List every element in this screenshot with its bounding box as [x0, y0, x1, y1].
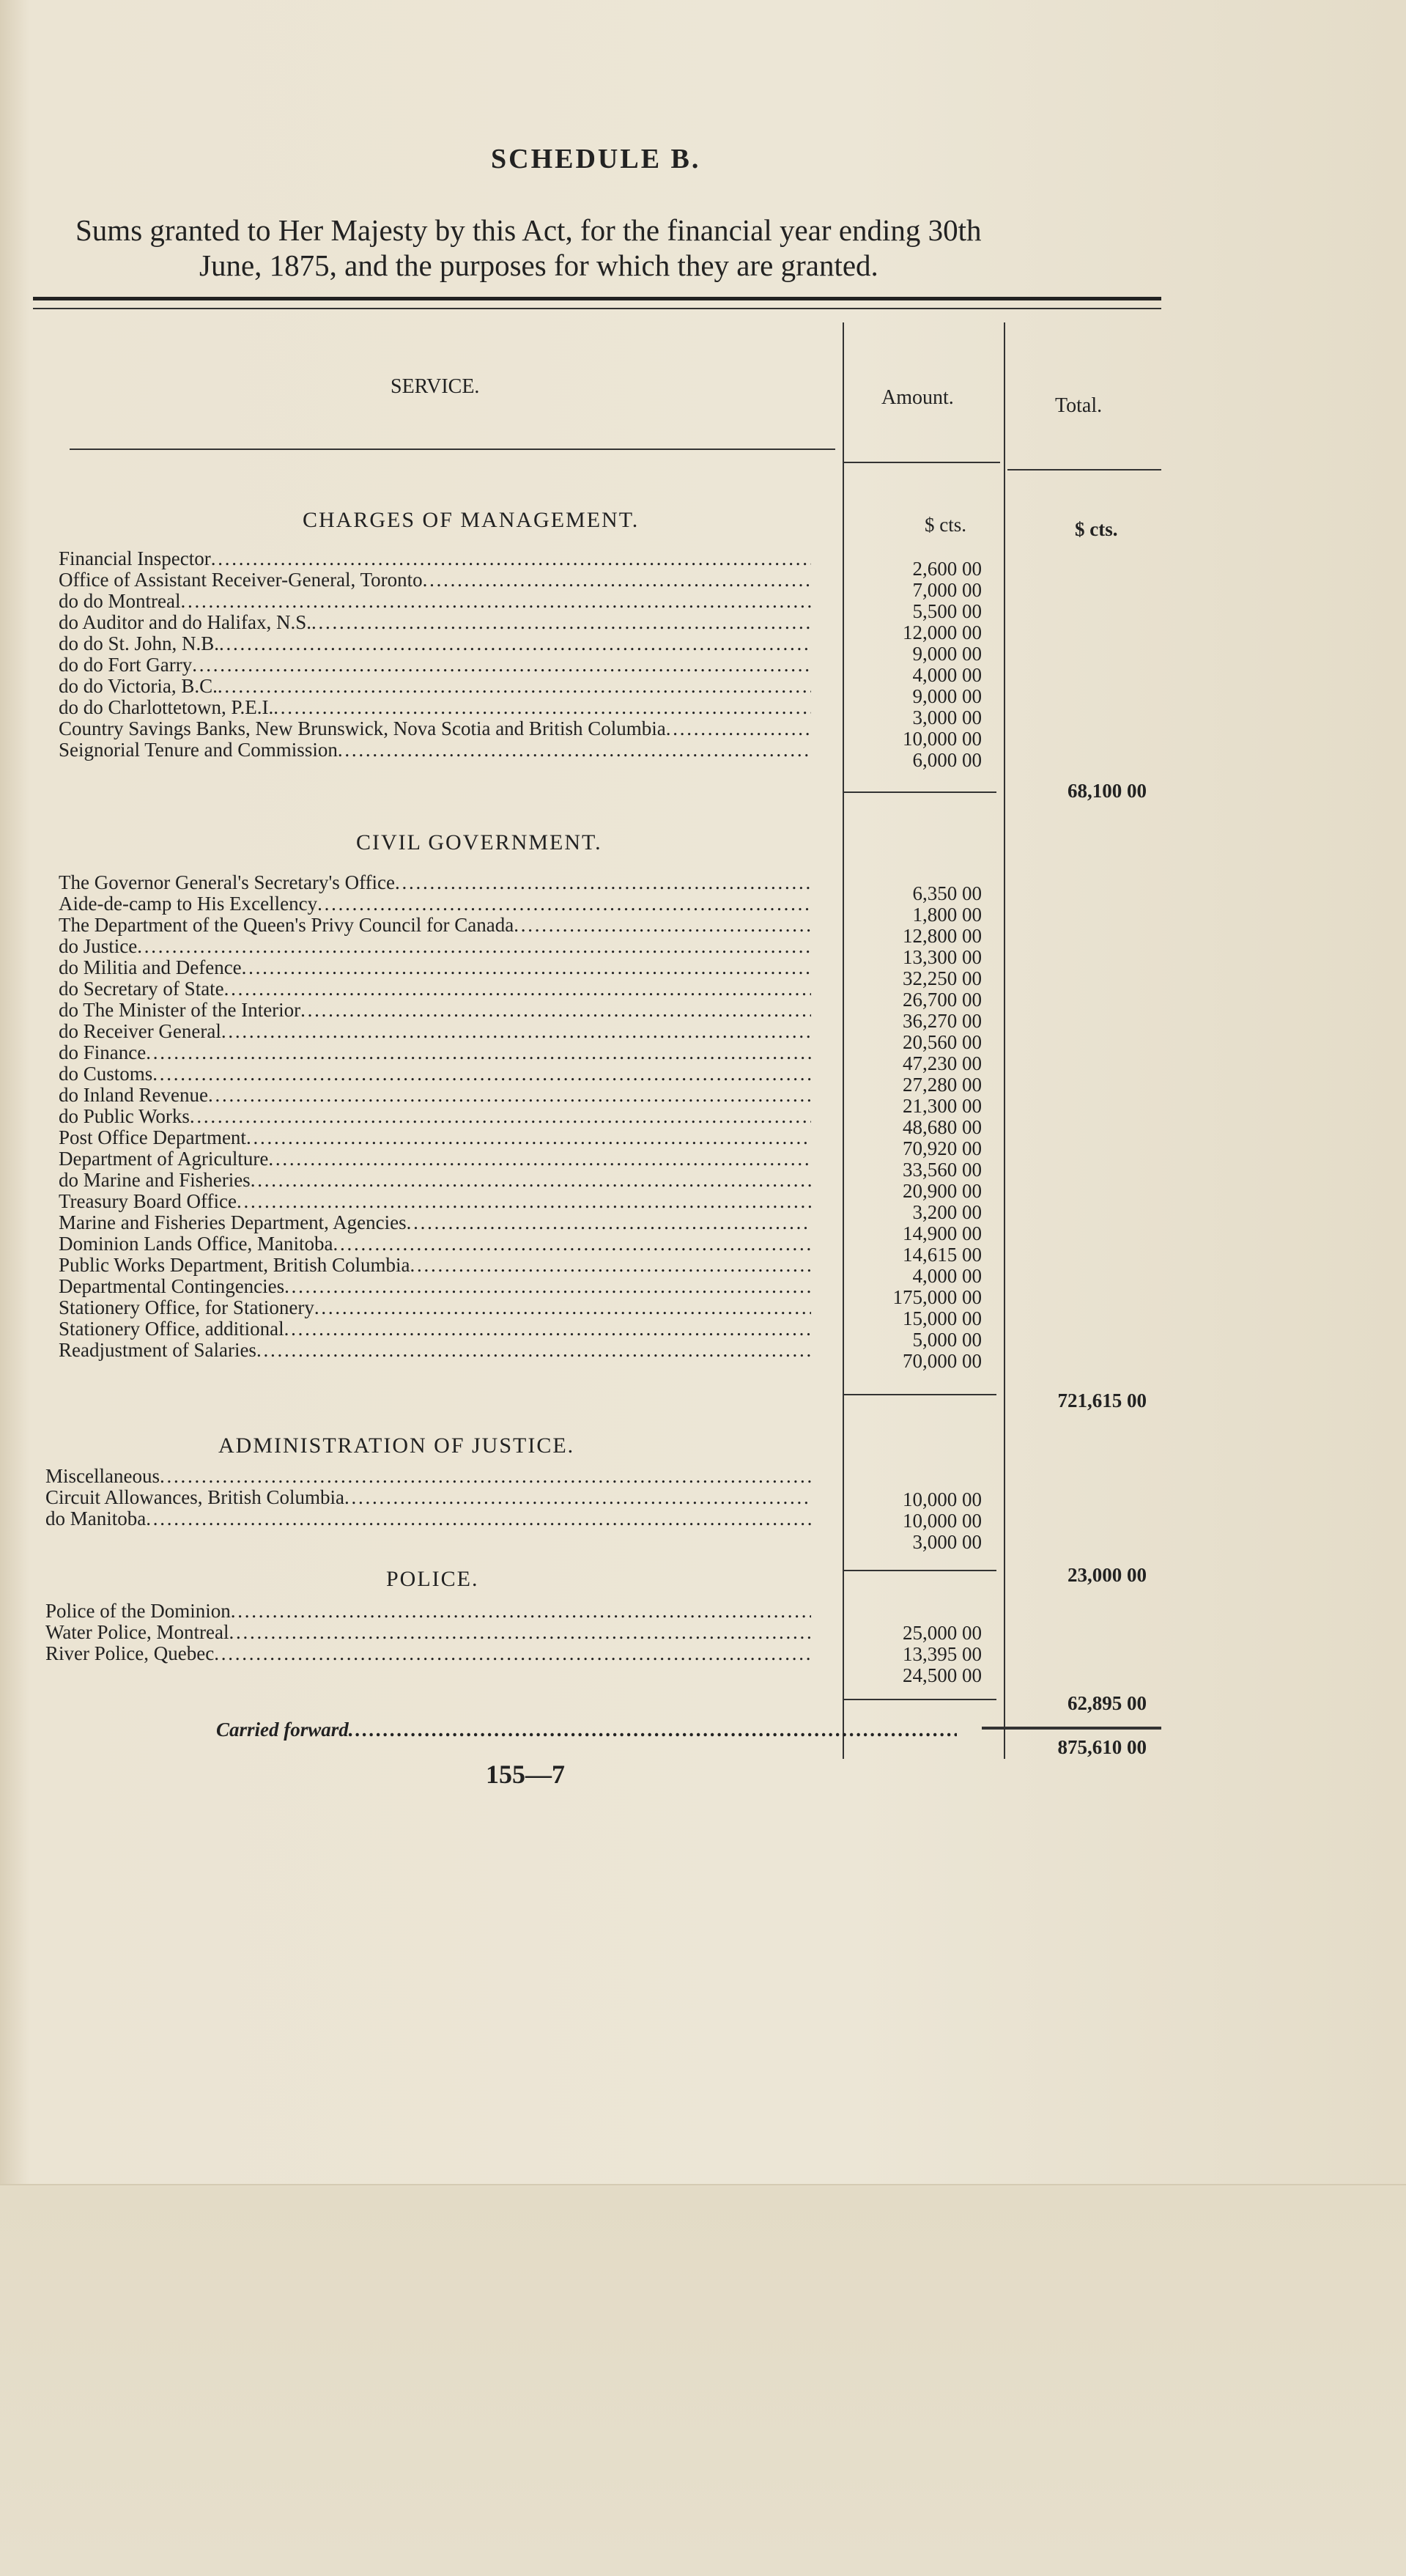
dot-leader: [314, 1297, 811, 1318]
service-label: Dominion Lands Office, Manitoba: [59, 1233, 333, 1255]
amount-value: 20,560 00: [903, 1031, 982, 1053]
service-label: do Receiver General: [59, 1020, 221, 1042]
service-label: Stationery Office, additional: [59, 1318, 284, 1340]
service-label: Readjustment of Salaries: [59, 1339, 256, 1361]
service-row: [59, 1233, 811, 1255]
amount-value: 13,395 00: [903, 1643, 982, 1665]
column-divider-total: [1004, 322, 1005, 1759]
amount-value: 5,500 00: [912, 600, 982, 622]
dot-leader: [395, 872, 811, 893]
column-header-service: SERVICE.: [391, 375, 480, 398]
service-label: Office of Assistant Receiver-General, Toronto: [59, 569, 423, 591]
amount-value: 12,000 00: [903, 621, 982, 643]
service-row: [59, 1127, 811, 1148]
service-label: Department of Agriculture: [59, 1148, 269, 1170]
service-label: do Customs: [59, 1063, 153, 1085]
service-label: Marine and Fisheries Department, Agencies: [59, 1211, 407, 1233]
amount-value: 3,000 00: [912, 1531, 982, 1553]
amount-value: 175,000 00: [892, 1286, 982, 1308]
service-label: Stationery Office, for Stationery: [59, 1296, 314, 1318]
amount-value: 4,000 00: [912, 1265, 982, 1287]
service-label: Post Office Department: [59, 1126, 246, 1148]
service-label: Treasury Board Office: [59, 1190, 237, 1212]
dot-leader: [410, 1255, 811, 1276]
service-label: Police of the Dominion: [45, 1600, 231, 1622]
service-label: do Militia and Defence: [59, 956, 242, 978]
service-row: [59, 1063, 811, 1085]
service-row: [59, 612, 811, 633]
amount-value: 20,900 00: [903, 1180, 982, 1202]
amount-value: 33,560 00: [903, 1159, 982, 1181]
service-row: [59, 936, 811, 957]
service-label: River Police, Quebec: [45, 1642, 215, 1664]
dot-leader: [137, 936, 811, 957]
civil-subtotal-rule: [843, 1394, 996, 1395]
police-subtotal-rule: [843, 1699, 996, 1700]
service-label: do Marine and Fisheries: [59, 1169, 251, 1191]
service-row: [59, 697, 811, 718]
service-label: Aide-de-camp to His Excellency: [59, 893, 318, 915]
column-header-amount: Amount.: [881, 386, 954, 409]
dot-leader: [192, 654, 811, 676]
service-label: do do Charlottetown, P.E.I.: [59, 696, 274, 718]
column-header-total: Total.: [1055, 394, 1103, 417]
service-row: [59, 654, 811, 676]
service-label: Water Police, Montreal: [45, 1621, 229, 1643]
service-row: [59, 915, 811, 936]
service-label: do The Minister of the Interior: [59, 999, 301, 1021]
schedule-title: SCHEDULE B.: [491, 144, 701, 174]
dot-leader: [211, 548, 811, 569]
dot-leader: [218, 676, 811, 697]
service-row: [59, 718, 811, 739]
amount-value: 10,000 00: [903, 728, 982, 750]
dot-leader: [256, 1340, 811, 1361]
service-row: [59, 1212, 811, 1233]
service-row: [45, 1601, 811, 1622]
service-label: Departmental Contingencies: [59, 1275, 285, 1297]
service-row: [59, 569, 811, 591]
amount-value: 32,250 00: [903, 967, 982, 989]
amount-units-label: $ cts.: [925, 514, 966, 536]
dot-leader: [152, 1063, 811, 1085]
section-title-civil: CIVIL GOVERNMENT.: [356, 830, 602, 855]
service-row: [59, 1255, 811, 1276]
service-row: [59, 1191, 811, 1212]
dot-leader: [273, 697, 811, 718]
police-total: 62,895 00: [1068, 1692, 1147, 1714]
service-row: [59, 872, 811, 893]
amount-value: 6,000 00: [912, 749, 982, 771]
dot-leader: [219, 633, 811, 654]
amount-value: 24,500 00: [903, 1664, 982, 1686]
management-total: 68,100 00: [1068, 780, 1147, 802]
dot-leader: [333, 1233, 811, 1255]
service-label: The Governor General's Secretary's Office: [59, 871, 396, 893]
dot-leader: [246, 1127, 811, 1148]
amount-value: 27,280 00: [903, 1074, 982, 1096]
dot-leader: [514, 915, 811, 936]
amount-value: 7,000 00: [912, 579, 982, 601]
amount-value: 3,200 00: [912, 1201, 982, 1223]
amount-value: 15,000 00: [903, 1307, 982, 1329]
service-label: do Public Works: [59, 1105, 190, 1127]
dot-leader: [349, 1719, 957, 1741]
management-subtotal-rule: [843, 791, 996, 793]
dot-leader: [251, 1170, 811, 1191]
dot-leader: [284, 1276, 811, 1297]
blank-lower-area: [0, 2184, 1406, 2576]
carried-forward-rule: [982, 1727, 1161, 1730]
amount-value: 10,000 00: [903, 1488, 982, 1510]
service-label: Financial Inspector: [59, 547, 211, 569]
dot-leader: [317, 893, 811, 915]
intro-line-2: June, 1875, and the purposes for which they are granted.: [199, 248, 878, 282]
service-row: [59, 893, 811, 915]
page-number: 155—7: [486, 1760, 565, 1789]
amount-value: 70,000 00: [903, 1350, 982, 1372]
service-label: do Justice: [59, 935, 138, 957]
dot-leader: [224, 978, 811, 1000]
intro-line-1: Sums granted to Her Majesty by this Act, for the financial year ending 30th: [75, 213, 982, 247]
amount-value: 9,000 00: [912, 685, 982, 707]
amount-value: 3,000 00: [912, 706, 982, 728]
service-row: [59, 1085, 811, 1106]
dot-leader: [146, 1042, 811, 1063]
carried-forward-text: Carried forward: [216, 1719, 349, 1741]
service-label: Miscellaneous: [45, 1465, 160, 1487]
dot-leader: [180, 591, 811, 612]
amount-value: 47,230 00: [903, 1052, 982, 1074]
carried-forward-label: [216, 1719, 957, 1741]
amount-value: 70,920 00: [903, 1137, 982, 1159]
justice-subtotal-rule: [843, 1570, 996, 1571]
amount-value: 4,000 00: [912, 664, 982, 686]
dot-leader: [407, 1212, 811, 1233]
service-label: Country Savings Banks, New Brunswick, Nova Scotia and British Columbia: [59, 717, 666, 739]
service-row: [59, 1276, 811, 1297]
service-row: [59, 591, 811, 612]
amount-value: 26,700 00: [903, 989, 982, 1011]
dot-leader: [300, 1000, 811, 1021]
dot-leader: [268, 1148, 811, 1170]
service-label: Circuit Allowances, British Columbia: [45, 1486, 344, 1508]
service-row: [59, 739, 811, 761]
amount-value: 9,000 00: [912, 643, 982, 665]
service-row: [45, 1622, 811, 1643]
dot-leader: [190, 1106, 811, 1127]
service-row: [45, 1508, 811, 1529]
service-row: [45, 1466, 811, 1487]
section-title-management: CHARGES OF MANAGEMENT.: [303, 508, 640, 532]
amount-value: 13,300 00: [903, 946, 982, 968]
amount-value: 25,000 00: [903, 1622, 982, 1644]
amount-value: 36,270 00: [903, 1010, 982, 1032]
service-label: The Department of the Queen's Privy Council for Canada: [59, 914, 514, 936]
service-row: [59, 1297, 811, 1318]
dot-leader: [208, 1085, 811, 1106]
justice-total: 23,000 00: [1068, 1564, 1147, 1586]
section-title-police: POLICE.: [386, 1567, 479, 1591]
dot-leader: [160, 1466, 811, 1487]
dot-leader: [666, 718, 811, 739]
amount-value: 2,600 00: [912, 558, 982, 580]
amount-value: 21,300 00: [903, 1095, 982, 1117]
header-underline-total: [1007, 469, 1161, 470]
dot-leader: [423, 569, 811, 591]
service-label: do Finance: [59, 1041, 147, 1063]
service-label: do do Fort Garry: [59, 654, 193, 676]
dot-leader: [231, 1601, 811, 1622]
total-units-label: $ cts.: [1075, 518, 1118, 540]
service-row: [59, 978, 811, 1000]
dot-leader: [146, 1508, 811, 1529]
amount-value: 12,800 00: [903, 925, 982, 947]
dot-leader: [242, 957, 811, 978]
dot-leader: [344, 1487, 811, 1508]
service-row: [59, 1021, 811, 1042]
top-rule-thin: [33, 308, 1161, 309]
service-row: [59, 1170, 811, 1191]
service-label: do do St. John, N.B.: [59, 632, 220, 654]
service-row: [45, 1643, 811, 1664]
service-row: [59, 548, 811, 569]
service-row: [59, 1106, 811, 1127]
service-row: [59, 1318, 811, 1340]
service-label: do do Victoria, B.C.: [59, 675, 218, 697]
service-row: [59, 1042, 811, 1063]
dot-leader: [221, 1021, 811, 1042]
amount-value: 14,615 00: [903, 1244, 982, 1266]
amount-value: 5,000 00: [912, 1329, 982, 1351]
dot-leader: [284, 1318, 811, 1340]
section-title-justice: ADMINISTRATION OF JUSTICE.: [218, 1433, 575, 1458]
header-underline-amount: [843, 462, 1000, 463]
dot-leader: [214, 1643, 811, 1664]
top-rule: [33, 297, 1161, 300]
service-label: do Inland Revenue: [59, 1084, 208, 1106]
dot-leader: [338, 739, 811, 761]
service-row: [45, 1487, 811, 1508]
dot-leader: [237, 1191, 811, 1212]
service-label: do Secretary of State: [59, 978, 224, 1000]
service-label: Public Works Department, British Columbia: [59, 1254, 410, 1276]
carried-forward-total: 875,610 00: [1057, 1736, 1147, 1758]
amount-value: 6,350 00: [912, 882, 982, 904]
service-label: Seignorial Tenure and Commission: [59, 739, 338, 761]
header-underline-service: [70, 449, 835, 450]
service-label: do do Montreal: [59, 590, 181, 612]
dot-leader: [229, 1622, 812, 1643]
service-row: [59, 957, 811, 978]
service-row: [59, 1340, 811, 1361]
service-row: [59, 676, 811, 697]
amount-value: 48,680 00: [903, 1116, 982, 1138]
service-row: [59, 1148, 811, 1170]
amount-value: 10,000 00: [903, 1510, 982, 1532]
amount-value: 1,800 00: [912, 904, 982, 926]
service-row: [59, 1000, 811, 1021]
service-label: do Manitoba: [45, 1507, 147, 1529]
civil-total: 721,615 00: [1057, 1390, 1147, 1411]
service-row: [59, 633, 811, 654]
service-label: do Auditor and do Halifax, N.S.: [59, 611, 311, 633]
amount-value: 14,900 00: [903, 1222, 982, 1244]
dot-leader: [311, 612, 811, 633]
